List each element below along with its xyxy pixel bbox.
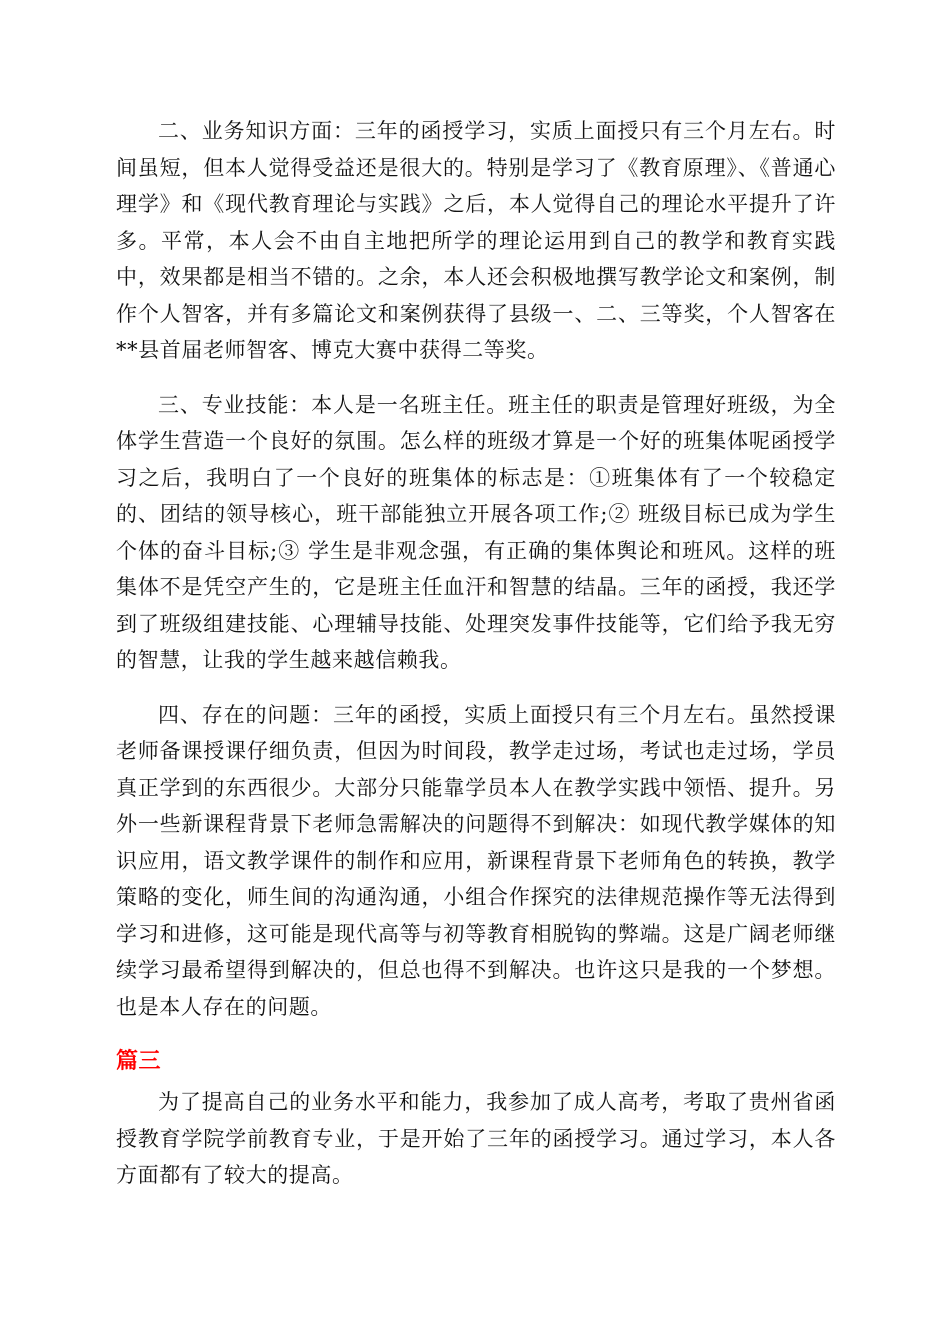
paragraph-business-knowledge: 二、业务知识方面：三年的函授学习，实质上面授只有三个月左右。时间虽短，但本人觉得受益还是很大的。特别是学习了《教育原理》、《普通心理学》和《现代教育理论与实践》之后，本人觉得自己的理论水平提升了许多。平常，本人会不由自主地把所学的理论运用到自己的教学和教育实践中，效果都是相当不错的。之余，本人还会积极地撰写教学论文和案例，制作个人智客，并有多篇论文和案例获得了县级一、二、三等奖，个人智客在**县首届老师智客、博克大赛中获得二等奖。: [116, 119, 836, 362]
section-heading: 篇三: [116, 1049, 162, 1074]
paragraph-professional-skills: 三、专业技能：本人是一名班主任。班主任的职责是管理好班级，为全体学生营造一个良好的氛围。怎么样的班级才算是一个好的班集体呢函授学习之后，我明白了一个良好的班集体的标志是：①班集体有了一个较稳定的、团结的领导核心，班干部能独立开展各项工作;② 班级目标已成为学生个体的奋斗目标;③ 学生是非观念强，有正确的集体舆论和班风。这样的班集体不是凭空产生的，它是班主任血汗和智慧的结晶。三年的函授，我还学到了班级组建技能、心理辅导技能、处理突发事件技能等，它们给予我无穷的智慧，让我的学生越来越信赖我。: [116, 392, 836, 672]
document-body: [116, 113, 836, 1194]
paragraph-existing-problems: 四、存在的问题：三年的函授，实质上面授只有三个月左右。虽然授课老师备课授课仔细负责，但因为时间段，教学走过场，考试也走过场，学员真正学到的东西很少。大部分只能靠学员本人在教学实践中领悟、提升。另外一些新课程背景下老师急需解决的问题得不到解决：如现代教学媒体的知识应用，语文教学课件的制作和应用，新课程背景下老师角色的转换，教学策略的变化，师生间的沟通沟通，小组合作探究的法律规范操作等无法得到学习和进修，这可能是现代高等与初等教育相脱钩的弊端。这是广阔老师继续学习最希望得到解决的，但总也得不到解决。也许这只是我的一个梦想。也是本人存在的问题。: [116, 702, 836, 1019]
paragraph-section-three-intro: 为了提高自己的业务水平和能力，我参加了成人高考，考取了贵州省函授教育学院学前教育专业，于是开始了三年的函授学习。通过学习，本人各方面都有了较大的提高。: [116, 1090, 836, 1187]
